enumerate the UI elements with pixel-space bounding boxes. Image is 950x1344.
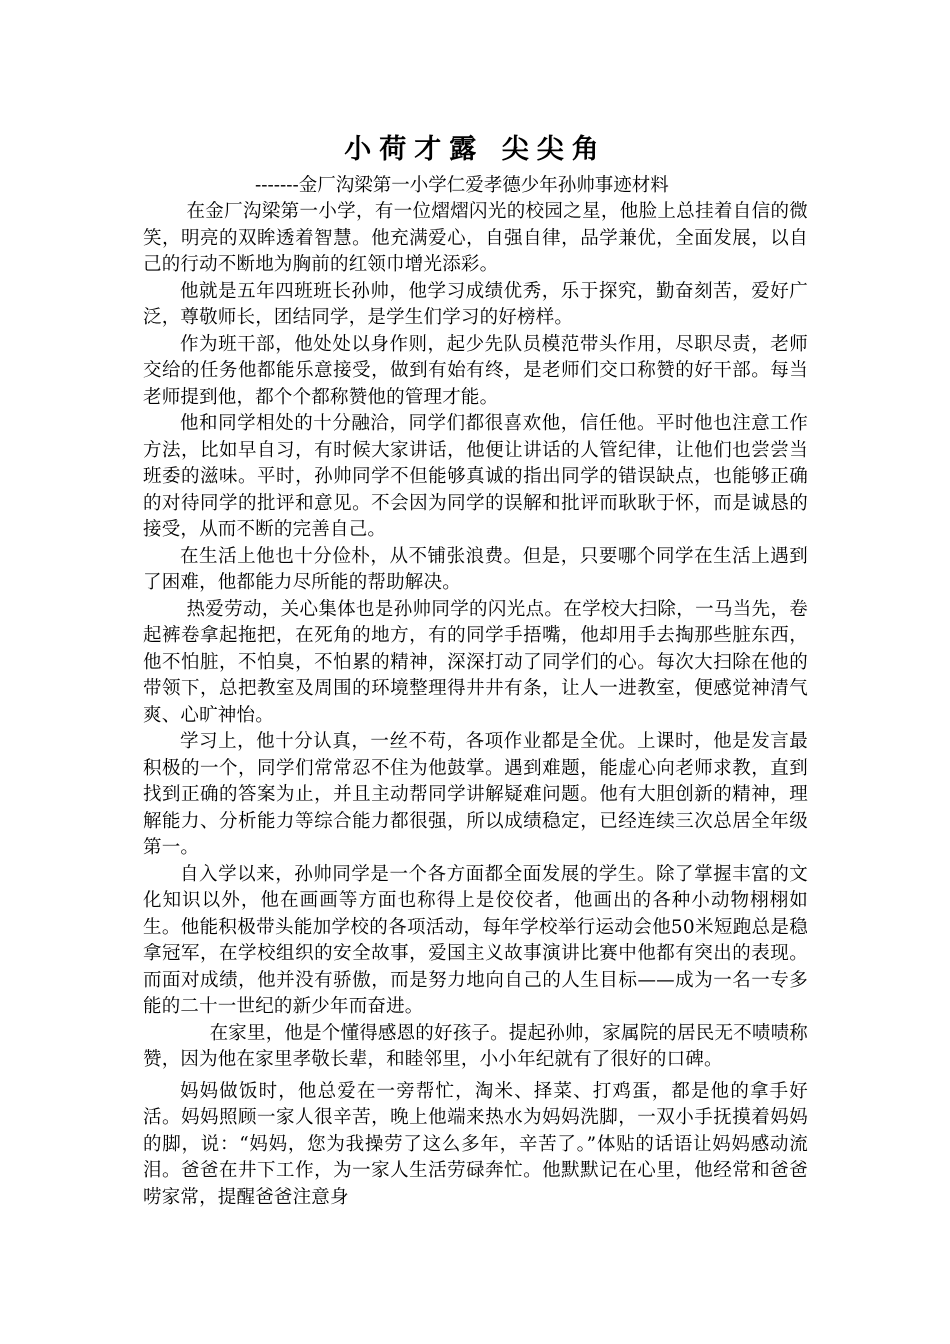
paragraph-classmates: 他和同学相处的十分融洽，同学们都很喜欢他，信任他。平时他也注意工作方法，比如早自习，有时候大家讲话，他便让讲话的人管纪律，让他们也尝尝当班委的滋味。平时，孙帅同学不但能够真诚的指出同学的错误缺点，也能够正确的对待同学的批评和意见。不会因为同学的误解和批评而耿耿于怀，而是诚恳的接受，从而不断的完善自己。: [143, 413, 808, 540]
paragraph-intro: 在金厂沟梁第一小学，有一位熠熠闪光的校园之星，他脸上总挂着自信的微笑，明亮的双眸透着智慧。他充满爱心，自强自律，品学兼优，全面发展，以自己的行动不断地为胸前的红领巾增光添彩。: [143, 201, 808, 275]
paragraph-family: 妈妈做饭时，他总爱在一旁帮忙，淘米、择菜、打鸡蛋，都是他的拿手好活。妈妈照顾一家人很辛苦，晚上他端来热水为妈妈洗脚，一双小手抚摸着妈妈的脚，说：“妈妈，您为我操劳了这么多年，辛苦了。”体贴的话语让妈妈感动流泪。爸爸在井下工作，为一家人生活劳碌奔忙。他默默记在心里，他经常和爸爸唠家常，提醒爸爸注意身: [143, 1080, 808, 1208]
paragraph-class-leader: 作为班干部，他处处以身作则，起少先队员模范带头作用，尽职尽责，老师交给的任务他都能乐意接受，做到有始有终，是老师们交口称赞的好干部。每当老师提到他，都个个都称赞他的管理才能。: [143, 333, 808, 408]
paragraph-home: 在家里，他是个懂得感恩的好孩子。提起孙帅，家属院的居民无不啧啧称赞，因为他在家里孝敬长辈，和睦邻里，小小年纪就有了很好的口碑。: [143, 1022, 808, 1070]
document-subtitle: -------金厂沟梁第一小学仁爱孝德少年孙帅事迹材料: [255, 175, 669, 196]
paragraph-frugal: 在生活上他也十分俭朴，从不铺张浪费。但是，只要哪个同学在生活上遇到了困难，他都能力尽所能的帮助解决。: [143, 545, 808, 593]
paragraph-identity: 他就是五年四班班长孙帅，他学习成绩优秀，乐于探究，勤奋刻苦，爱好广泛，尊敬师长，团结同学，是学生们学习的好榜样。: [143, 280, 808, 328]
paragraph-labor: 热爱劳动，关心集体也是孙帅同学的闪光点。在学校大扫除，一马当先，卷起裤卷拿起拖把，在死角的地方，有的同学手捂嘴，他却用手去掏那些脏东西，他不怕脏，不怕臭，不怕累的精神，深深打动了同学们的心。每次大扫除在他的带领下，总把教室及周围的环境整理得井井有条，让人一进教室，便感觉神清气爽、心旷神怡。: [143, 598, 808, 726]
document-title: 小荷才露 尖尖角: [344, 134, 607, 165]
paragraph-study: 学习上，他十分认真，一丝不苟，各项作业都是全优。上课时，他是发言最积极的一个，同学们常常忍不住为他鼓掌。遇到难题，能虚心向老师求教，直到找到正确的答案为止，并且主动帮同学讲解疑难问题。他有大胆创新的精神，理解能力、分析能力等综合能力都很强，所以成绩稳定，已经连续三次总居全年级第一。: [143, 731, 808, 858]
paragraph-all-round: 自入学以来，孙帅同学是一个各方面都全面发展的学生。除了掌握丰富的文化知识以外，他在画画等方面也称得上是佼佼者，他画出的各种小动物栩栩如生。他能积极带头能加学校的各项活动，每年学校举行运动会他50米短跑总是稳拿冠军，在学校组织的安全故事，爱国主义故事演讲比赛中他都有突出的表现。而面对成绩，他并没有骄傲，而是努力地向自己的人生目标——成为一名一专多能的二十一世纪的新少年而奋进。: [143, 863, 808, 1017]
document-body: [143, 130, 808, 1211]
